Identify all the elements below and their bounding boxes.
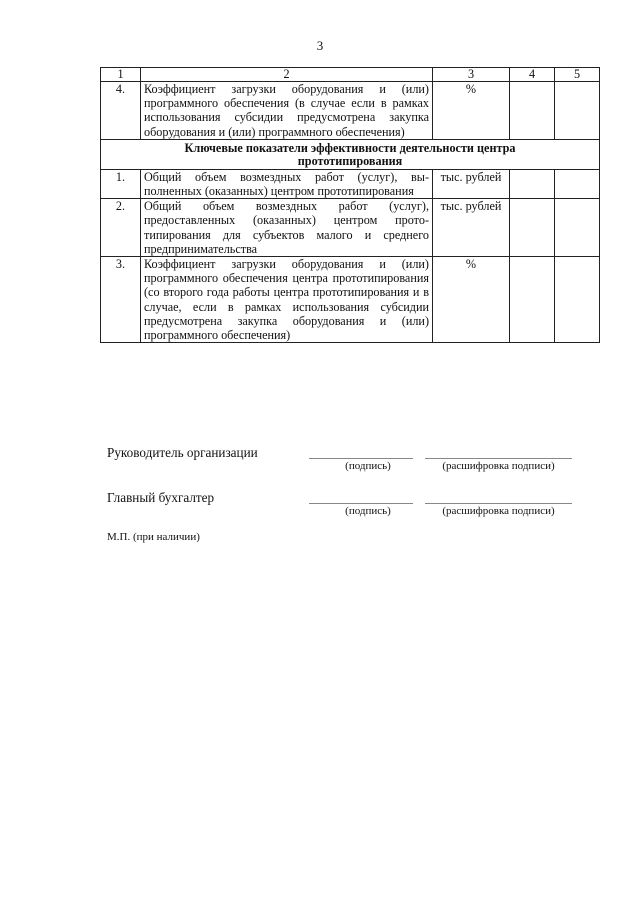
row-number: 3. (101, 257, 141, 343)
value-cell (555, 199, 600, 257)
header-cell: 1 (101, 68, 141, 82)
section-row (101, 139, 600, 169)
table-row (101, 199, 600, 257)
head-signature-line (309, 458, 413, 459)
head-decode-line (425, 458, 572, 459)
unit-cell: тыс. рублей (433, 169, 510, 198)
indicators-table (100, 67, 600, 343)
row-number: 4. (101, 82, 141, 140)
accountant-signature-line (309, 503, 413, 504)
table-row (101, 257, 600, 343)
unit-cell: тыс. рублей (433, 199, 510, 257)
unit-cell: % (433, 82, 510, 140)
header-cell: 3 (433, 68, 510, 82)
head-signature-caption: (подпись) (345, 460, 391, 472)
table-row (101, 169, 600, 198)
value-cell (555, 257, 600, 343)
stamp-note: М.П. (при наличии) (107, 531, 200, 543)
accountant-decode-line (425, 503, 572, 504)
value-cell (555, 82, 600, 140)
table-header-row (101, 68, 600, 82)
section-title: Ключевые показатели эффективности деятельности центра прототипирования (101, 139, 600, 169)
accountant-signature-caption: (подпись) (345, 505, 391, 517)
value-cell (510, 82, 555, 140)
header-cell: 5 (555, 68, 600, 82)
indicator-name: Общий объем возмездных работ (услуг), выполненных (оказанных) центром прототипирования (141, 169, 433, 198)
accountant-signature-label: Главный бухгалтер (107, 490, 215, 505)
value-cell (510, 169, 555, 198)
indicator-name: Коэффициент загрузки оборудования и (или) программного обеспечения (в случае если в рамках использования субсидии предусмотрена закупка оборудования и (или) программного обеспечения) (141, 82, 433, 140)
head-signature-label: Руководитель организации (107, 445, 258, 460)
unit-cell: % (433, 257, 510, 343)
head-decode-caption: (расшифровка подписи) (442, 460, 555, 472)
indicator-name: Коэффициент загрузки оборудования и (или) программного обеспечения центра прототипирования (со второго года работы центра прототипирования и в случае, если в рамках использования субсидии предусмотрена закупка оборудования и (или) программного обеспечения) (141, 257, 433, 343)
value-cell (510, 199, 555, 257)
accountant-decode-caption: (расшифровка подписи) (442, 505, 555, 517)
row-number: 2. (101, 199, 141, 257)
page-number: 3 (316, 38, 324, 53)
value-cell (555, 169, 600, 198)
row-number: 1. (101, 169, 141, 198)
table-row (101, 82, 600, 140)
header-cell: 4 (510, 68, 555, 82)
header-cell: 2 (141, 68, 433, 82)
value-cell (510, 257, 555, 343)
indicator-name: Общий объем возмездных работ (услуг), предоставленных (оказанных) центром прототипирования для субъектов малого и среднего предпринимательства (141, 199, 433, 257)
